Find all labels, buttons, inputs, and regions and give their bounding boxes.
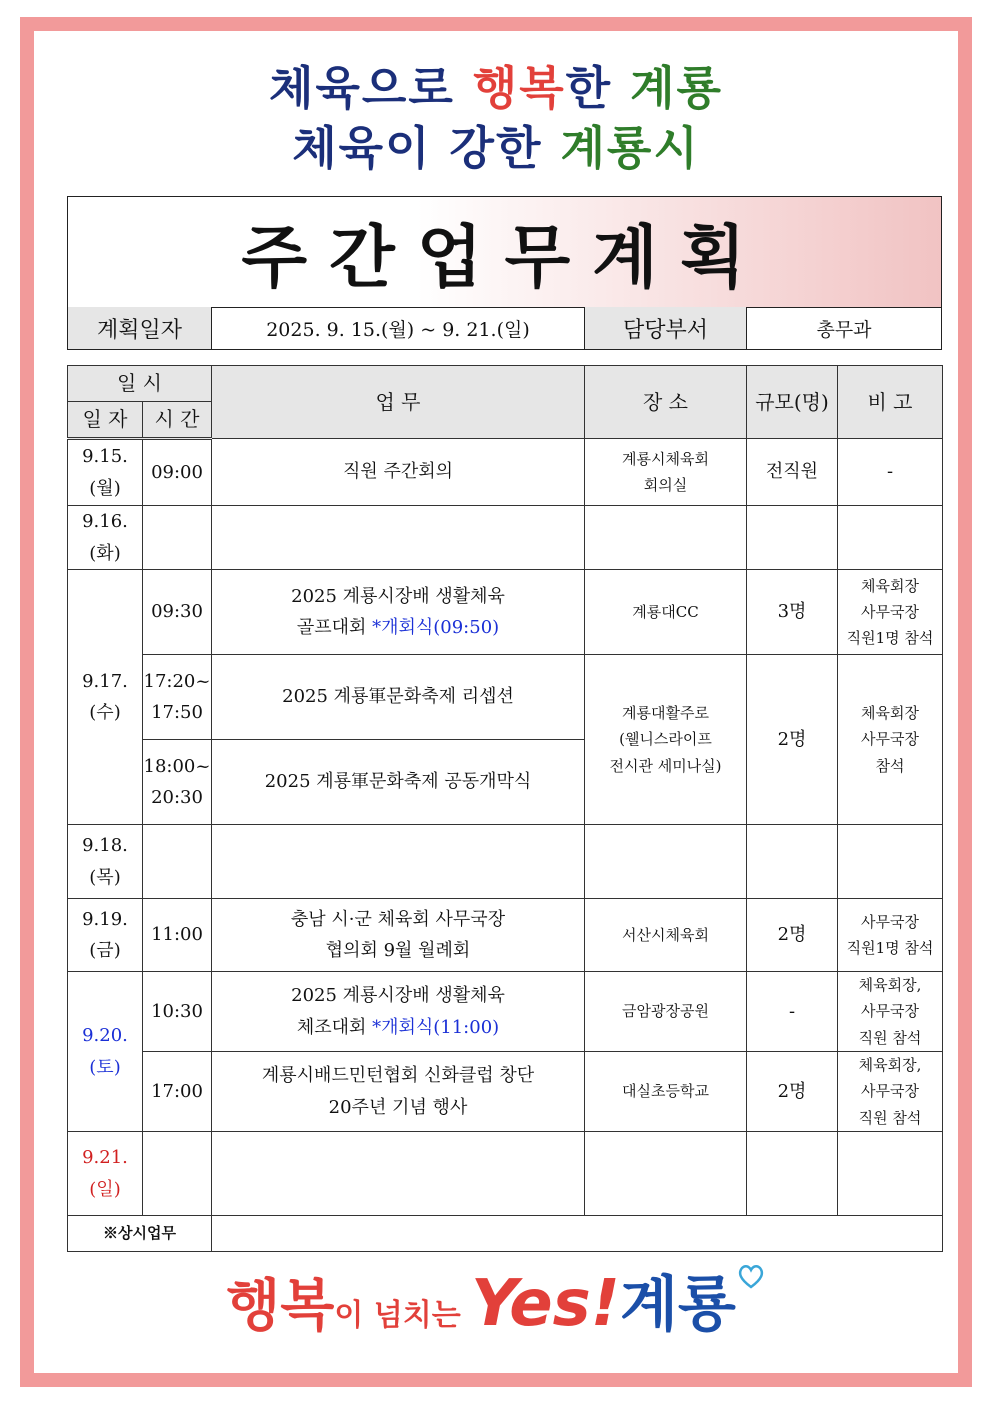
task-cell [212,972,585,1052]
footer-logo [0,1257,992,1343]
table-row [68,1132,943,1216]
note-line: 참석 [875,756,905,775]
slogan2-part-a: 체육이 강한 [292,121,561,175]
routine-label: ※상시업무 [68,1216,212,1252]
note-line: 사무국장 [861,1082,919,1101]
scale-cell: 2명 [747,655,838,825]
scale-cell: 전직원 [747,439,838,506]
task-line: 2025 계룡시장배 생활체육 [291,985,505,1006]
day-text: (화) [89,542,121,564]
schedule-table [67,365,943,1252]
slogan1-part-c: 한 [565,61,631,115]
note-line: 사무국장 [861,602,919,621]
note-cell [838,972,943,1052]
place-cell [585,1132,747,1216]
table-row [68,506,943,570]
header-time: 시 간 [143,402,212,439]
place-cell: 대실초등학교 [585,1052,747,1132]
note-cell: - [838,439,943,506]
place-cell: 서산시체육회 [585,899,747,972]
footer-part-b: 이 넘치는 [334,1298,472,1333]
task-cell [212,899,585,972]
scale-cell: - [747,972,838,1052]
header-note: 비 고 [838,366,943,439]
table-row [68,972,943,1052]
note-line: 사무국장 [861,730,919,749]
date-cell [68,506,143,570]
place-line: 계룡시체육회 [622,449,709,468]
plan-date-value: 2025. 9. 15.(월) ~ 9. 21.(일) [212,307,585,349]
page-title: 주간업무계획 [241,218,768,298]
time-cell: 09:30 [143,570,212,655]
slogan1-part-d: 계룡 [630,61,723,115]
time-cell [143,825,212,899]
scale-cell [747,1132,838,1216]
time-line: 17:50 [151,702,203,723]
table-row [68,655,943,740]
place-cell: 금암광장공원 [585,972,747,1052]
note-line: 직원 참석 [858,1028,922,1047]
note-cell [838,899,943,972]
task-cell: 직원 주간회의 [212,439,585,506]
time-cell: 11:00 [143,899,212,972]
time-cell: 09:00 [143,439,212,506]
footer-part-c: Yes! [471,1267,620,1341]
table-row [68,899,943,972]
time-cell [143,655,212,740]
info-row [68,307,941,349]
scale-cell: 2명 [747,899,838,972]
time-cell: 17:00 [143,1052,212,1132]
date-text: 9.21. [82,1147,128,1168]
note-line: 체육회장, [858,976,922,995]
slogan2-part-b: 계룡시 [560,121,700,175]
task-text: 골프대회 [296,617,373,638]
time-cell [143,1132,212,1216]
day-text: (일) [89,1178,121,1200]
place-line: 계룡대활주로 [622,704,709,723]
time-line: 18:00~ [143,755,211,777]
task-cell [212,506,585,570]
footer-part-a: 행복 [226,1274,335,1339]
slogan-line-1 [0,52,992,118]
note-cell [838,570,943,655]
place-cell [585,506,747,570]
note-line: 직원1명 참석 [846,939,934,957]
note-line: 체육회장, [858,1056,922,1075]
header-date: 일 자 [68,402,143,439]
note-line: 체육회장 [861,704,919,723]
task-line: 협의회 9월 월례회 [325,940,471,961]
note-cell [838,1052,943,1132]
date-text: 9.19. [82,908,128,930]
header-task: 업 무 [212,366,585,439]
date-text: 9.16. [82,511,128,532]
task-line: 충남 시·군 체육회 사무국장 [290,908,506,930]
note-cell [838,1132,943,1216]
header-datetime: 일 시 [68,366,212,402]
place-line: 회의실 [643,476,688,494]
header-place: 장 소 [585,366,747,439]
title-box [67,196,942,350]
place-line: 전시관 세미나실) [609,756,722,775]
slogan1-part-b: 행복 [472,61,566,115]
slogan-line-2 [0,112,992,178]
day-text: (월) [89,477,121,499]
task-line [212,1012,584,1044]
day-text: (수) [89,702,121,723]
task-line: 20주년 기념 행사 [328,1096,468,1118]
header-scale: 규모(명) [747,366,838,439]
date-cell [68,1132,143,1216]
time-cell [143,506,212,570]
task-cell [212,570,585,655]
date-text: 9.20. [82,1025,128,1046]
time-line: 17:20~ [143,670,211,692]
scale-cell [747,825,838,899]
date-cell [68,439,143,506]
date-cell [68,825,143,899]
task-cell [212,825,585,899]
task-cell [212,1132,585,1216]
note-cell [838,825,943,899]
place-cell [585,825,747,899]
task-text: 체조대회 [296,1016,373,1038]
table-row [68,570,943,655]
table-row [68,439,943,506]
date-text: 9.18. [82,835,128,856]
table-row [68,1216,943,1252]
title-bar [68,197,941,308]
ceremony-time: *개회식(11:00) [372,1016,500,1038]
ceremony-time: *개회식(09:50) [372,617,500,638]
note-line: 체육회장 [861,576,919,595]
place-cell [585,439,747,506]
time-cell: 10:30 [143,972,212,1052]
place-line: (웰니스라이프 [619,730,712,749]
place-cell: 계룡대CC [585,570,747,655]
day-text: (금) [89,940,121,961]
task-line: 2025 계룡시장배 생활체육 [291,585,505,607]
table-row [68,1052,943,1132]
date-text: 9.17. [82,670,128,692]
date-cell [68,570,143,825]
date-cell [68,899,143,972]
day-text: (토) [89,1056,121,1078]
note-line: 직원 참석 [858,1108,922,1127]
routine-content [212,1216,943,1252]
task-cell [212,1052,585,1132]
dept-label: 담당부서 [585,307,747,349]
task-cell: 2025 계룡軍문화축제 리셉션 [212,655,585,740]
task-line [212,612,584,644]
time-line: 20:30 [151,787,203,808]
table-row [68,825,943,899]
scale-cell: 2명 [747,1052,838,1132]
date-cell [68,972,143,1132]
task-cell: 2025 계룡軍문화축제 공동개막식 [212,740,585,825]
dept-value: 총무과 [816,318,872,341]
footer-part-d: 계룡 [619,1270,736,1340]
heart-icon [736,1261,766,1291]
time-cell [143,740,212,825]
day-text: (목) [89,866,121,888]
note-line: 사무국장 [861,912,919,931]
slogan1-part-a: 체육으로 [269,61,473,115]
plan-date-label: 계획일자 [68,307,212,349]
note-line: 사무국장 [861,1002,919,1021]
scale-cell [747,506,838,570]
note-cell [838,506,943,570]
task-line: 계룡시배드민턴협회 신화클럽 창단 [261,1065,535,1086]
scale-cell: 3명 [747,570,838,655]
date-text: 9.15. [82,446,128,467]
place-cell [585,655,747,825]
note-line: 직원1명 참석 [846,629,934,648]
note-cell [838,655,943,825]
